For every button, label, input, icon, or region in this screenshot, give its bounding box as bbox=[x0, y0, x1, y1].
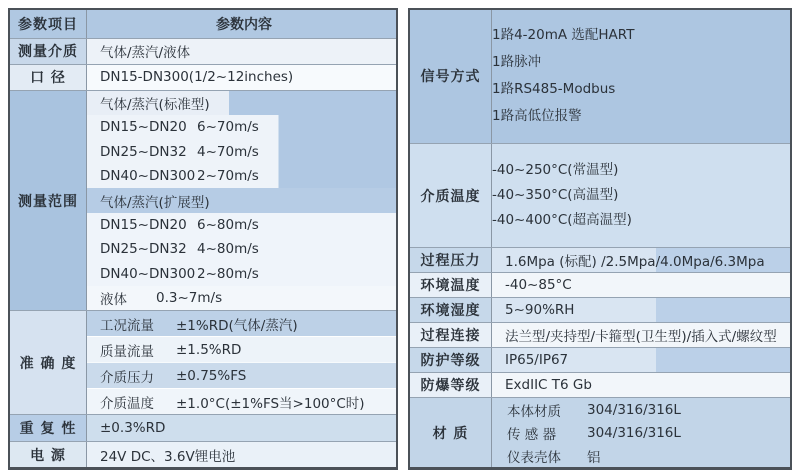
range-row-dn15-20-std bbox=[87, 115, 396, 139]
power-value: 24V DC、3.6V锂电池 bbox=[87, 442, 396, 467]
row-process-pressure bbox=[410, 247, 790, 272]
row-power bbox=[10, 441, 396, 467]
signal-mode-label: 信号方式 bbox=[410, 10, 492, 143]
range-speed: 2~80m/s bbox=[197, 265, 259, 282]
material-item: 本体材质 bbox=[507, 403, 561, 420]
range-size: DN15~DN20 bbox=[100, 119, 187, 136]
material-row-sensor bbox=[492, 421, 790, 444]
accuracy-item: 介质压力 bbox=[100, 369, 154, 386]
accuracy-values bbox=[87, 311, 396, 414]
range-size: DN25~DN32 bbox=[100, 143, 187, 160]
range-row-dn40-300-std bbox=[87, 164, 396, 188]
left-parameter-table bbox=[8, 8, 398, 470]
process-pressure-label: 过程压力 bbox=[410, 248, 492, 272]
range-speed: 6~70m/s bbox=[197, 119, 259, 136]
measuring-range-label: 测量范围 bbox=[10, 91, 87, 311]
range-speed: 0.3~7m/s bbox=[156, 290, 223, 307]
range-speed: 4~80m/s bbox=[197, 241, 259, 258]
medium-temperature-values bbox=[492, 144, 790, 248]
row-measuring-medium bbox=[10, 38, 396, 64]
measuring-medium-value: 气体/蒸汽/液体 bbox=[87, 39, 396, 64]
diameter-label: 口 径 bbox=[10, 65, 87, 90]
range-row-dn25-32-ext bbox=[87, 237, 396, 261]
process-connection-label: 过程连接 bbox=[410, 323, 492, 347]
range-row-dn15-20-ext bbox=[87, 213, 396, 237]
accuracy-item: 质量流量 bbox=[100, 343, 154, 360]
accuracy-value: ±1%RD(气体/蒸汽) bbox=[176, 317, 298, 334]
range-size: DN40~DN300 bbox=[100, 265, 196, 282]
row-material bbox=[410, 397, 790, 467]
range-size: 液体 bbox=[100, 292, 127, 309]
process-connection-value: 法兰型/夹持型/卡箍型(卫生型)/插入式/螺纹型 bbox=[492, 323, 790, 347]
right-parameter-table bbox=[408, 8, 792, 470]
process-pressure-value: 1.6Mpa (标配) /2.5Mpa/4.0Mpa/6.3Mpa bbox=[492, 248, 790, 272]
row-signal-mode bbox=[410, 10, 790, 143]
header-param-item: 参数项目 bbox=[10, 10, 87, 38]
accuracy-label: 准 确 度 bbox=[10, 311, 87, 414]
material-item: 传 感 器 bbox=[507, 426, 557, 443]
accuracy-row-mass-flow bbox=[87, 336, 396, 362]
range-row-extended-type bbox=[87, 188, 396, 212]
accuracy-value: ±1.0°C(±1%FS当>100°C时) bbox=[176, 395, 365, 412]
material-value: 304/316/316L bbox=[587, 401, 681, 418]
row-repeatability bbox=[10, 414, 396, 441]
explosion-proof-rating-value: ExdIIC T6 Gb bbox=[492, 373, 790, 397]
measuring-medium-label: 测量介质 bbox=[10, 39, 87, 64]
range-size: DN15~DN20 bbox=[100, 216, 187, 233]
range-row-dn40-300-ext bbox=[87, 262, 396, 286]
accuracy-item: 工况流量 bbox=[100, 317, 154, 334]
range-size: DN40~DN300 bbox=[100, 168, 196, 185]
ambient-humidity-label: 环境湿度 bbox=[410, 298, 492, 322]
row-process-connection bbox=[410, 322, 790, 347]
range-row-standard-type bbox=[87, 91, 396, 115]
explosion-proof-rating-label: 防爆等级 bbox=[410, 373, 492, 397]
range-group-title: 气体/蒸汽(标准型) bbox=[100, 97, 210, 113]
medium-temperature-label: 介质温度 bbox=[410, 144, 492, 248]
material-values bbox=[492, 398, 790, 467]
ambient-temperature-value: -40~85°C bbox=[492, 273, 790, 297]
range-speed: 2~70m/s bbox=[197, 168, 259, 185]
power-label: 电 源 bbox=[10, 442, 87, 467]
repeatability-label: 重 复 性 bbox=[10, 415, 87, 441]
signal-line: 1路4-20mA 选配HART bbox=[492, 27, 635, 44]
range-row-liquid bbox=[87, 286, 396, 310]
signal-line: 1路脉冲 bbox=[492, 54, 542, 71]
material-row-body bbox=[492, 398, 790, 421]
material-label: 材 质 bbox=[410, 398, 492, 467]
ambient-humidity-value: 5~90%RH bbox=[492, 298, 790, 322]
row-measuring-range bbox=[10, 90, 396, 311]
row-diameter bbox=[10, 64, 396, 90]
accuracy-value: ±0.75%FS bbox=[176, 367, 247, 384]
diameter-value: DN15-DN300(1/2~12inches) bbox=[87, 65, 396, 90]
range-group-title: 气体/蒸汽(扩展型) bbox=[100, 194, 210, 211]
measuring-range-values bbox=[87, 91, 396, 311]
accuracy-row-operating-flow bbox=[87, 311, 396, 336]
accuracy-value: ±1.5%RD bbox=[176, 341, 242, 358]
signal-line: 1路RS485-Modbus bbox=[492, 81, 616, 98]
range-size: DN25~DN32 bbox=[100, 241, 187, 258]
material-row-housing bbox=[492, 444, 790, 467]
protection-rating-label: 防护等级 bbox=[410, 348, 492, 372]
range-row-dn25-32-std bbox=[87, 140, 396, 164]
row-explosion-proof-rating bbox=[410, 372, 790, 397]
row-accuracy bbox=[10, 310, 396, 414]
material-value: 铝 bbox=[587, 449, 601, 466]
temperature-line: -40~250°C(常温型) bbox=[492, 162, 619, 179]
row-medium-temperature bbox=[410, 143, 790, 248]
range-speed: 6~80m/s bbox=[197, 216, 259, 233]
material-value: 304/316/316L bbox=[587, 424, 681, 441]
signal-line: 1路高低位报警 bbox=[492, 108, 582, 125]
row-ambient-temperature bbox=[410, 272, 790, 297]
accuracy-item: 介质温度 bbox=[100, 395, 154, 412]
temperature-line: -40~350°C(高温型) bbox=[492, 187, 619, 204]
temperature-line: -40~400°C(超高温型) bbox=[492, 212, 632, 229]
range-speed: 4~70m/s bbox=[197, 143, 259, 160]
repeatability-value: ±0.3%RD bbox=[87, 415, 396, 441]
material-item: 仪表壳体 bbox=[507, 449, 561, 466]
accuracy-row-medium-temperature bbox=[87, 388, 396, 414]
accuracy-row-medium-pressure bbox=[87, 362, 396, 388]
ambient-temperature-label: 环境温度 bbox=[410, 273, 492, 297]
row-ambient-humidity bbox=[410, 297, 790, 322]
left-table-header-row bbox=[10, 10, 396, 38]
header-param-content: 参数内容 bbox=[87, 10, 396, 38]
row-protection-rating bbox=[410, 347, 790, 372]
signal-mode-values bbox=[492, 10, 790, 143]
protection-rating-value: IP65/IP67 bbox=[492, 348, 790, 372]
